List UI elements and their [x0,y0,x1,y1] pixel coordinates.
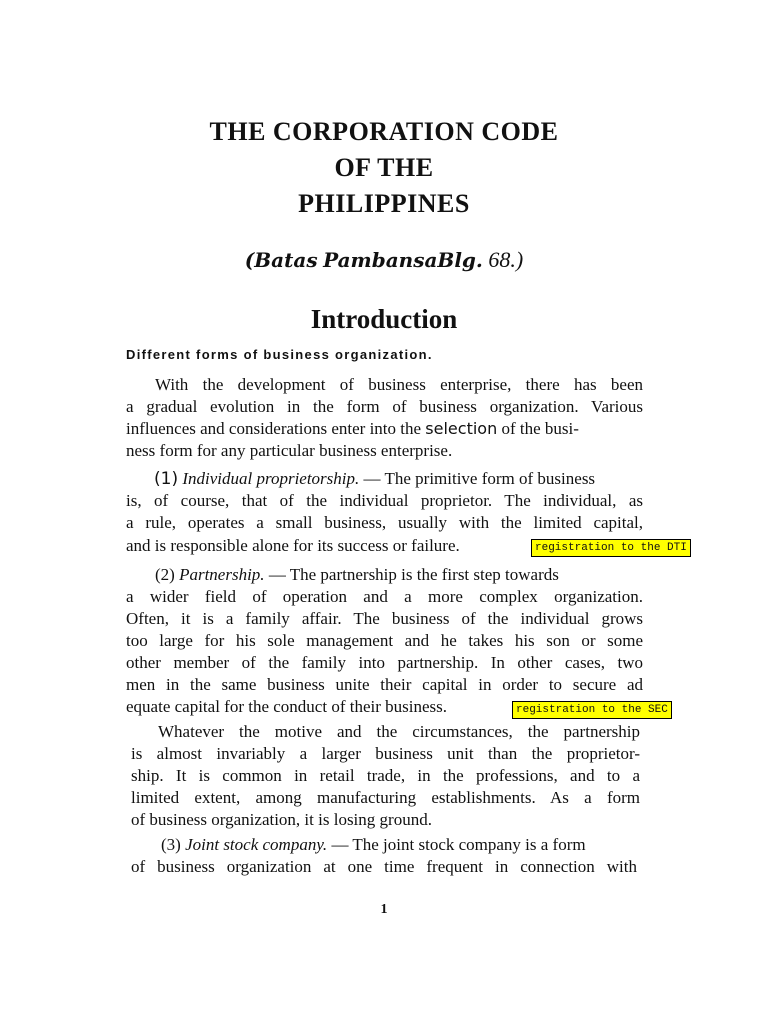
p3-marker: (2) [155,565,175,584]
p1-line-3-text-a: influences and considerations enter into the [126,419,422,438]
subtitle-blg: Blg. [437,248,483,272]
p2-line-4: and is responsible alone for its success or failure. [126,536,460,555]
p4-line-1: Whatever the motive and the circumstances, the partnership [158,722,640,741]
p3-line-5: other member of the family into partnership. In other cases, two [126,653,643,672]
p3-line-6: men in the same business unite their capital in order to secure ad [126,675,643,694]
p5-line-2: of business organization at one time frequent in connection with [131,857,637,876]
annotation-dti: registration to the DTI [531,539,691,557]
p3-line-3: Often, it is a family affair. The business of the individual grows [126,609,643,628]
p5-line-1 [161,834,637,856]
subtitle-open-paren: ( [244,248,255,272]
p3-term: Partnership. [179,565,265,584]
title-line-3: PHILIPPINES [298,189,470,218]
p1-line-3-text-b: of the busi- [501,419,579,438]
section-heading: Different forms of business organization. [126,347,433,362]
p3-line-1-text: — The partnership is the first step towards [268,565,559,584]
p1-line-1: With the development of business enterprise, there has been [155,375,643,394]
subtitle-number: 68.) [488,247,524,272]
subtitle-pambansa: Pambansa [323,248,438,272]
subtitle-batas: Batas [254,248,318,272]
p2-line-1-text: — The primitive form of business [363,469,596,488]
p4-line-2: is almost invariably a larger business unit than the proprietor- [131,744,640,763]
page-number: 1 [380,902,388,917]
p5-line-1-text: — The joint stock company is a form [331,835,586,854]
subtitle [0,245,768,275]
p2-term: Individual proprietorship. [182,469,360,488]
p2-line-2: is, of course, that of the individual proprietor. The individual, as [126,491,643,510]
introduction-heading: Introduction [310,304,458,334]
p5-marker: (3) [161,835,181,854]
title-line-2: OF THE [334,153,434,182]
p3-line-7: equate capital for the conduct of their business. [126,697,447,716]
title-line-1: THE CORPORATION CODE [209,117,559,146]
p2-line-1 [154,468,643,490]
p3-line-1 [155,564,643,586]
p2-line-3: a rule, operates a small business, usually with the limited capital, [126,513,643,532]
p1-line-3 [126,418,643,440]
p1-selection-word: selection [425,419,498,438]
p5-term: Joint stock company. [185,835,328,854]
p4-line-5: of business organization, it is losing ground. [131,810,432,829]
p1-line-4: ness form for any particular business enterprise. [126,441,453,460]
p3-line-2: a wider field of operation and a more complex organization. [126,587,643,606]
p4-line-3: ship. It is common in retail trade, in the professions, and to a [131,766,640,785]
p2-marker: (1) [154,469,179,489]
p3-line-4: too large for his sole management and he takes his son or some [126,631,643,650]
p1-line-2: a gradual evolution in the form of business organization. Various [126,397,643,416]
p4-line-4: limited extent, among manufacturing establishments. As a form [131,788,640,807]
annotation-sec: registration to the SEC [512,701,672,719]
